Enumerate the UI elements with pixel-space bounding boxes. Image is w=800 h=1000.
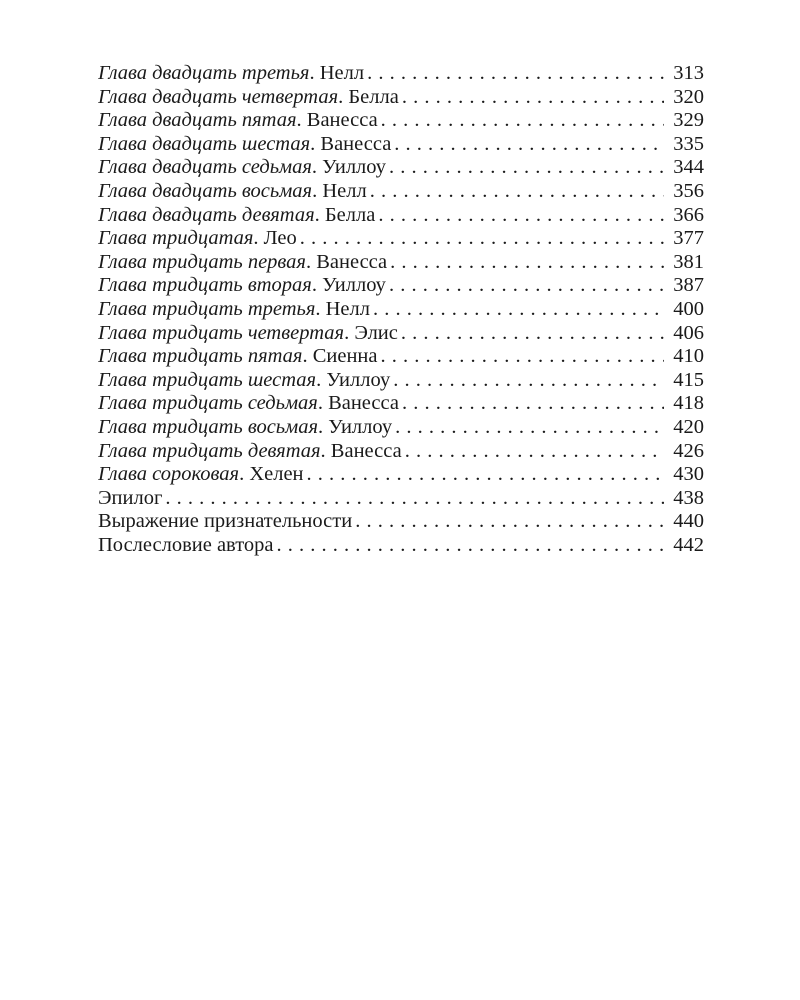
chapter-label: Глава двадцать седьмая [98,156,312,179]
toc-entry-title [98,298,370,322]
chapter-separator: . [302,345,313,368]
table-of-contents [98,62,704,557]
dot-leader [393,369,664,393]
page-number: 426 [673,439,704,462]
toc-entry-title [98,345,378,369]
chapter-separator: . [317,392,329,415]
page-number: 430 [673,463,704,486]
entry-name: Уиллоу [328,415,393,438]
toc-entry-title [98,274,386,298]
entry-name: Нелл [322,179,367,202]
page-number: 418 [673,392,704,415]
chapter-label: Глава сороковая [98,463,240,486]
entry-name: Уиллоу [326,368,391,391]
entry-name: Ванесса [306,109,378,132]
toc-entry [98,156,704,180]
toc-entry-title [98,156,386,180]
toc-entry-title [98,86,399,110]
page-number: 381 [673,250,704,273]
toc-entry [98,369,704,393]
toc-entry-title [98,322,398,346]
toc-entry [98,204,704,228]
toc-entry-title [98,440,402,464]
toc-entry [98,392,704,416]
chapter-separator: . [311,156,323,179]
toc-entry-title [98,416,392,440]
dot-leader [367,62,664,86]
entry-name: Нелл [319,62,365,84]
toc-entry [98,180,704,204]
chapter-separator: . [309,62,320,84]
chapter-separator: . [312,179,323,202]
chapter-label: Глава тридцать седьмая [98,392,318,415]
chapter-separator: . [318,415,329,438]
chapter-label: Глава тридцать девятая [98,439,321,462]
page-number: 329 [673,109,704,132]
entry-name: Хелен [249,463,304,486]
chapter-separator: . [338,85,349,108]
chapter-separator: . [239,463,250,486]
toc-entry [98,322,704,346]
chapter-separator: . [253,227,264,250]
entry-name: Нелл [325,297,370,320]
toc-entry [98,251,704,275]
toc-entry-title [98,109,378,133]
dot-leader [389,156,664,180]
toc-entry-title [98,62,364,86]
chapter-label: Глава двадцать пятая [98,109,297,132]
chapter-separator: . [296,109,307,132]
dot-leader [355,510,664,534]
chapter-separator: . [310,132,321,155]
toc-entry [98,109,704,133]
toc-entry [98,487,704,511]
toc-entry-title [98,487,162,511]
toc-entry [98,463,704,487]
chapter-label: Глава двадцать шестая [98,132,311,155]
entry-name: Эпилог [98,486,163,509]
page-number: 335 [673,132,704,155]
chapter-label: Глава двадцать восьмая [98,179,313,202]
dot-leader [307,463,664,487]
dot-leader [389,274,664,298]
entry-name: Белла [348,85,399,108]
dot-leader [381,345,665,369]
entry-name: Уиллоу [322,156,387,179]
chapter-separator: . [311,274,323,297]
entry-name: Сиенна [312,345,378,368]
page-number: 440 [673,510,704,533]
page-number: 410 [673,345,704,368]
entry-name: Уиллоу [322,274,386,297]
toc-entry-title [98,133,391,157]
chapter-label: Глава двадцать девятая [98,203,315,226]
dot-leader [405,440,664,464]
dot-leader [165,487,664,511]
toc-entry-title [98,510,352,534]
toc-entry-title [98,534,274,558]
dot-leader [373,298,664,322]
toc-entry [98,227,704,251]
dot-leader [378,204,664,228]
entry-name: Ванесса [330,439,402,462]
dot-leader [401,322,664,346]
chapter-label: Глава тридцать шестая [98,368,317,391]
chapter-label: Глава тридцать первая [98,250,306,273]
chapter-label: Глава тридцать вторая [98,274,312,297]
page-number: 313 [673,62,704,84]
toc-entry [98,133,704,157]
chapter-label: Глава тридцать третья [98,297,316,320]
toc-entry-title [98,227,297,251]
page-number: 320 [673,85,704,108]
toc-entry [98,440,704,464]
chapter-label: Глава двадцать третья [98,62,310,84]
page-number: 344 [673,156,704,179]
toc-entry [98,534,704,558]
entry-name: Ванесса [328,392,399,415]
page-number: 406 [673,321,704,344]
toc-entry [98,345,704,369]
entry-name: Лео [263,227,297,250]
toc-entry [98,274,704,298]
dot-leader [402,392,664,416]
toc-entry-title [98,251,387,275]
page-number: 400 [673,297,704,320]
dot-leader [370,180,664,204]
chapter-label: Глава тридцать четвертая [98,321,345,344]
chapter-label: Глава двадцать четвертая [98,85,339,108]
toc-entry [98,510,704,534]
toc-entry-title [98,180,367,204]
chapter-label: Глава тридцать восьмая [98,415,318,438]
chapter-separator: . [315,297,326,320]
toc-entry [98,416,704,440]
page-number: 356 [673,179,704,202]
entry-name: Послесловие автора [98,533,274,556]
toc-entry-title [98,369,390,393]
dot-leader [402,86,664,110]
chapter-separator: . [344,321,355,344]
page-number: 420 [673,415,704,438]
page-number: 415 [673,368,704,391]
toc-entry-title [98,463,304,487]
toc-entry [98,298,704,322]
dot-leader [381,109,664,133]
dot-leader [277,534,664,558]
chapter-separator: . [316,368,327,391]
chapter-label: Глава тридцать пятая [98,345,303,368]
chapter-label: Глава тридцатая [98,227,254,250]
toc-entry [98,62,704,86]
page-number: 438 [673,486,704,509]
page-number: 387 [673,274,704,297]
dot-leader [395,416,664,440]
toc-entry-title [98,392,399,416]
dot-leader [300,227,664,251]
toc-entry-title [98,204,375,228]
page-number: 366 [673,203,704,226]
dot-leader [390,251,664,275]
page-number: 442 [673,533,704,556]
chapter-separator: . [305,250,317,273]
entry-name: Ванесса [320,132,392,155]
entry-name: Ванесса [316,250,388,273]
entry-name: Выражение признательности [98,510,353,533]
page-number: 377 [673,227,704,250]
chapter-separator: . [320,439,331,462]
toc-entry [98,86,704,110]
chapter-separator: . [314,203,325,226]
entry-name: Белла [324,203,376,226]
entry-name: Элис [354,321,398,344]
dot-leader [394,133,664,157]
